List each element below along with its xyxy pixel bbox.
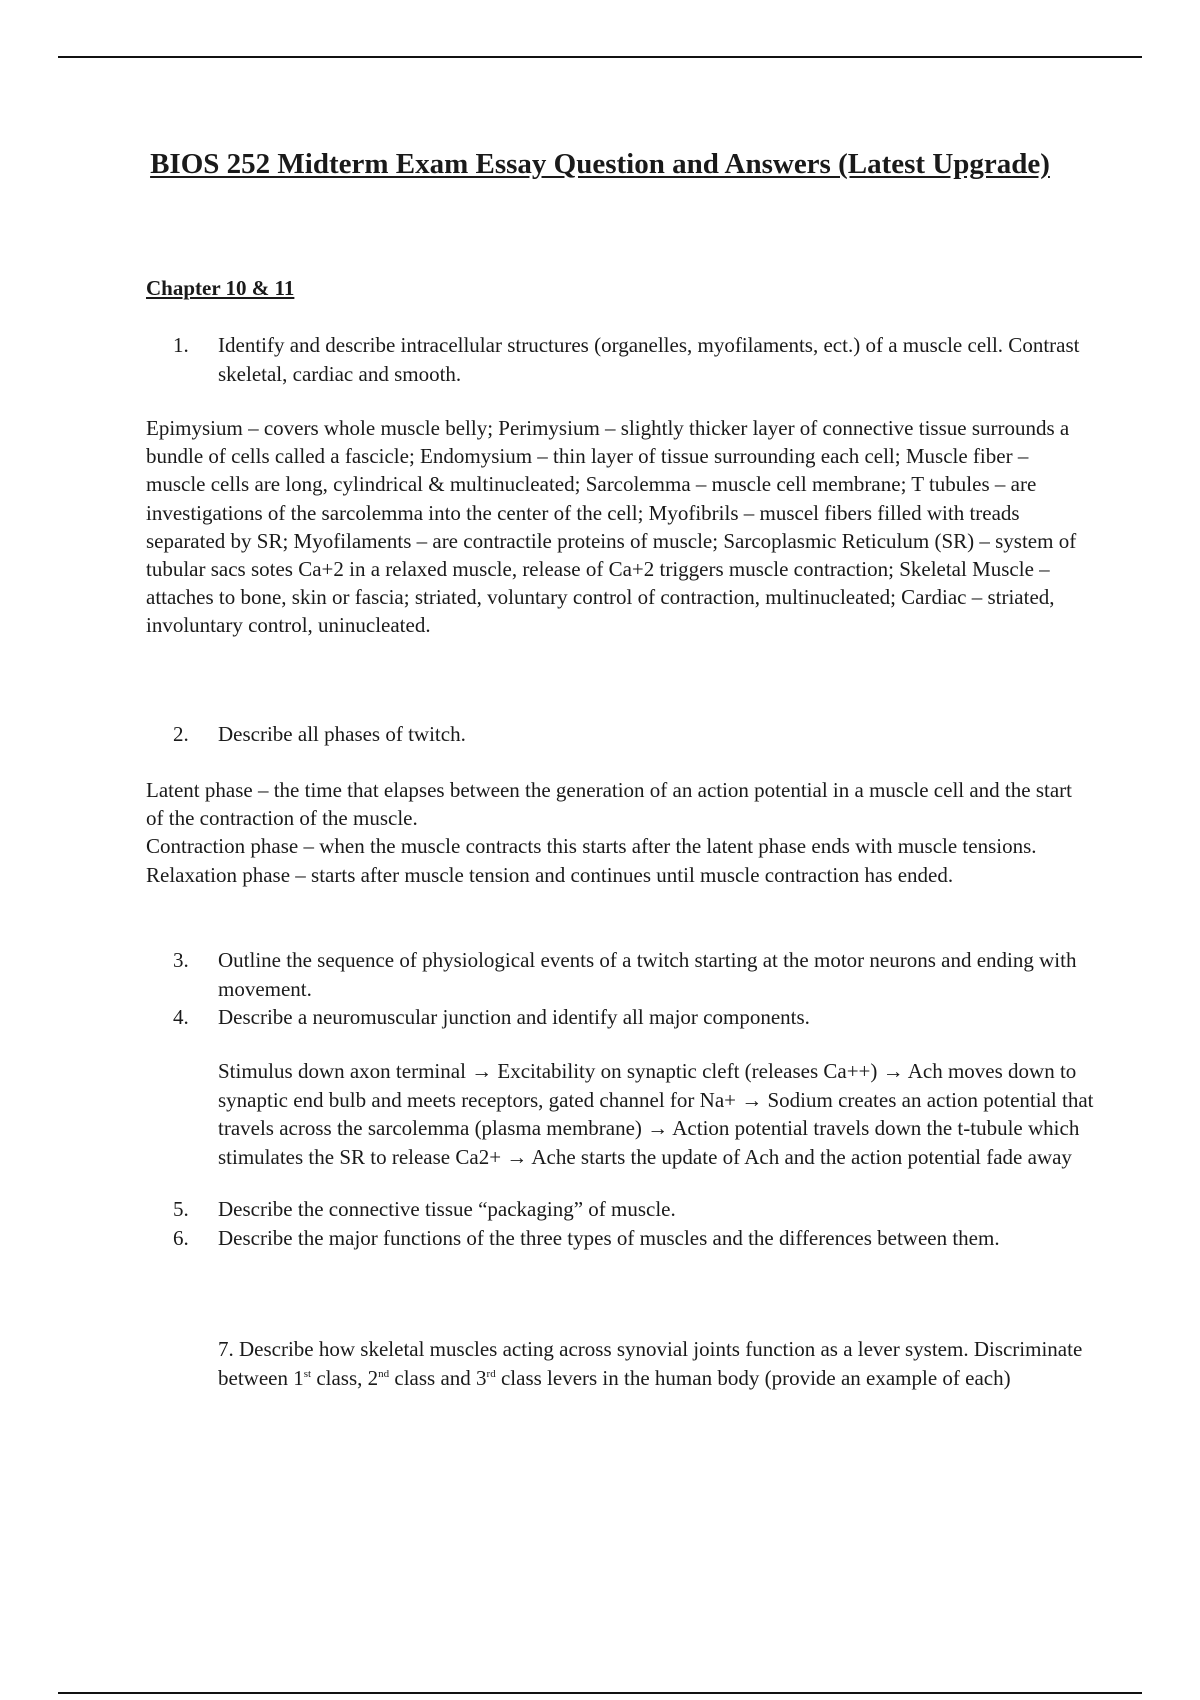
contraction-phase: Contraction phase – when the muscle contracts this starts after the latent phase ends with muscle tensions. [146, 834, 1037, 859]
question-number: 5. [173, 1197, 189, 1221]
question-text: Describe all phases of twitch. [218, 722, 466, 746]
question-6 [173, 1224, 1098, 1253]
ordinal-suffix: st [303, 1367, 312, 1380]
question-7 [218, 1335, 1098, 1392]
question-number: 2. [173, 722, 189, 746]
question-7-lead: 7. Describe how skeletal muscles acting across synovial joints function as a lever system. Discriminate between 1 [218, 1337, 1083, 1390]
question-3 [173, 946, 1098, 1003]
question-7-text: class and 3 [389, 1365, 487, 1390]
question-text: Outline the sequence of physiological events of a twitch starting at the motor neurons and ending with movement. [218, 948, 1077, 1001]
question-number: 3. [173, 948, 189, 972]
question-number: 6. [173, 1226, 189, 1250]
question-number: 4. [173, 1005, 189, 1029]
question-2 [173, 720, 1098, 749]
ordinal-suffix: nd [378, 1367, 390, 1380]
answer-4: Stimulus down axon terminal → Excitability on synaptic cleft (releases Ca++) → Ach moves down to synaptic end bulb and meets receptors, gated channel for Na+ → Sodium creates an action potential that travels across the sarcolemma (plasma membrane) → Action potential travels down the t-tubule which stimulates the SR to release Ca2+ → Ache starts the update of Ach and the action potential fade away [218, 1059, 1094, 1169]
question-7-tail: class levers in the human body (provide an example of each) [495, 1365, 1011, 1390]
question-1 [173, 331, 1098, 388]
bottom-rule [58, 1692, 1142, 1694]
answer-1: Epimysium – covers whole muscle belly; Perimysium – slightly thicker layer of connective tissue surrounds a bundle of cells called a fascicle; Endomysium – thin layer of tissue surrounding each cell; Muscle fiber – muscle cells are long, cylindrical & multinucleated; Sarcolemma – muscle cell membrane; T tubules – are investigations of the sarcolemma into the center of the cell; Myofibrils – muscel fibers filled with treads separated by SR; Myofilaments – are contractile proteins of muscle; Sarcoplasmic Reticulum (SR) – system of tubular sacs sotes Ca+2 in a relaxed muscle, release of Ca+2 triggers muscle contraction; Skeletal Muscle – attaches to bone, skin or fascia; striated, voluntary control of contraction, multinucleated; Cardiac – striated, involuntary control, uninucleated. [146, 416, 1077, 638]
question-text: Describe a neuromuscular junction and identify all major components. [218, 1005, 810, 1029]
question-text: Describe the major functions of the three types of muscles and the differences between them. [218, 1226, 1000, 1250]
relaxation-phase: Relaxation phase – starts after muscle tension and continues until muscle contraction has ended. [146, 862, 954, 887]
chapter-heading: Chapter 10 & 11 [146, 276, 295, 300]
question-5 [173, 1195, 1098, 1224]
top-rule [58, 56, 1142, 58]
question-text: Identify and describe intracellular structures (organelles, myofilaments, ect.) of a muscle cell. Contrast skeletal, cardiac and smooth. [218, 333, 1080, 386]
question-number: 1. [173, 333, 189, 357]
question-7-text: class, 2 [311, 1365, 379, 1390]
question-text: Describe the connective tissue “packaging” of muscle. [218, 1197, 676, 1221]
latent-phase: Latent phase – the time that elapses between the generation of an action potential in a muscle cell and the start of the contraction of the muscle. [146, 778, 1072, 831]
ordinal-suffix: rd [486, 1367, 496, 1380]
document-title: BIOS 252 Midterm Exam Essay Question and Answers (Latest Upgrade) [150, 148, 1050, 180]
answer-2 [146, 776, 1091, 889]
question-4 [173, 1003, 1098, 1032]
